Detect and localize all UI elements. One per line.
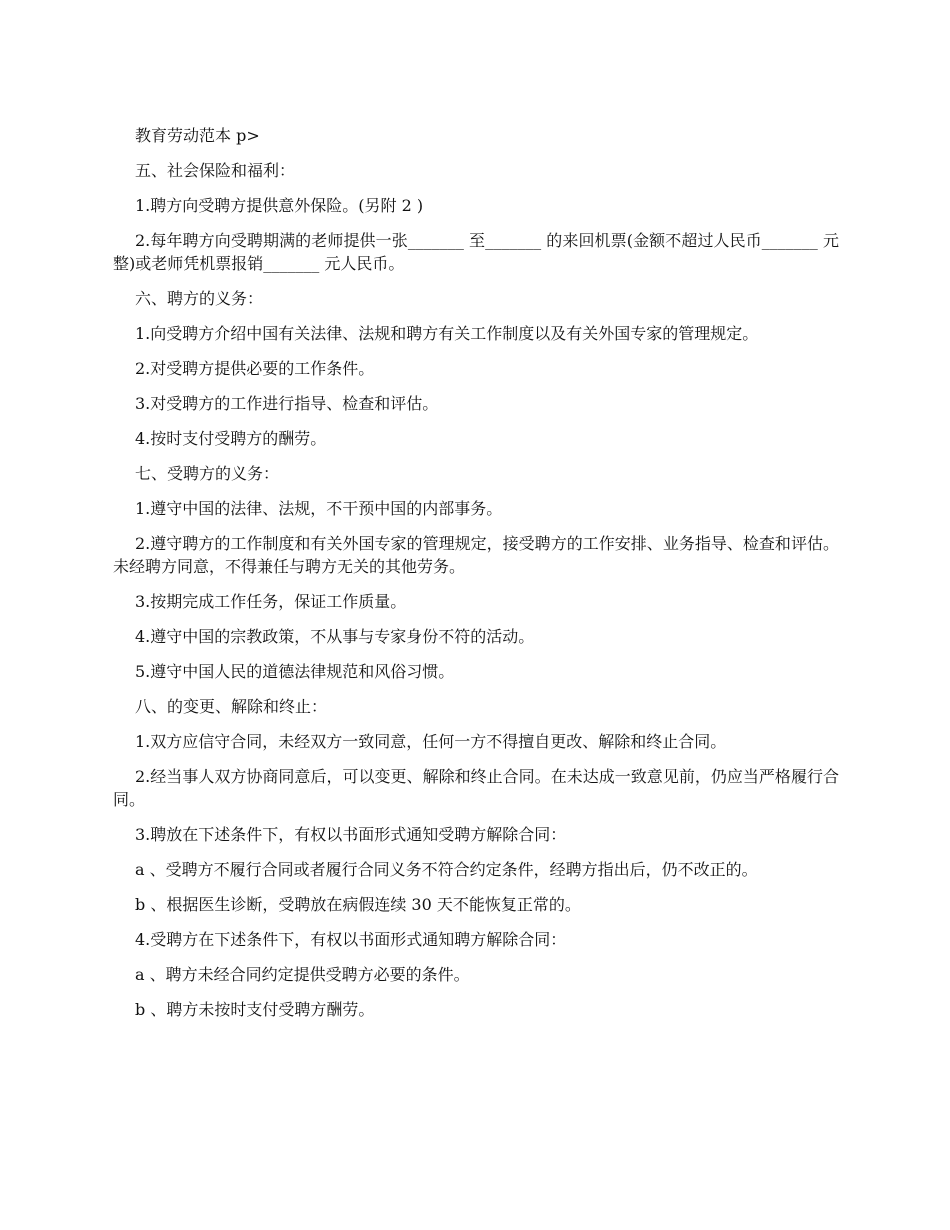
paragraph: a 、聘方未经合同约定提供受聘方必要的条件。 [135, 965, 470, 984]
paragraph: 3.对受聘方的工作进行指导、检查和评估。 [135, 394, 439, 413]
section-heading-change-termination: 八、的变更、解除和终止： [135, 697, 328, 716]
paragraph: 5.遵守中国人民的道德法律规范和风俗习惯。 [135, 662, 455, 681]
paragraph: 3.聘放在下述条件下，有权以书面形式通知受聘方解除合同： [135, 825, 567, 844]
paragraph: 4.遵守中国的宗教政策，不从事与专家身份不符的活动。 [135, 627, 535, 646]
section-heading-employee-duties: 七、受聘方的义务： [135, 464, 280, 483]
document-body [113, 124, 839, 1033]
paragraph: b 、根据医生诊断，受聘放在病假连续 30 天不能恢复正常的。 [135, 895, 581, 914]
paragraph: 2.每年聘方向受聘期满的老师提供一张_______ 至_______ 的来回机票(金额不超过人民币_______ 元整)或老师凭机票报销_______ 元人民币。 [113, 231, 839, 273]
paragraph: b 、聘方未按时支付受聘方酬劳。 [135, 1000, 375, 1019]
paragraph: 2.经当事人双方协商同意后，可以变更、解除和终止合同。在未达成一致意见前，仍应当严格履行合同。 [113, 767, 839, 809]
paragraph: 1.聘方向受聘方提供意外保险。(另附 2 ) [135, 196, 424, 215]
paragraph: 2.遵守聘方的工作制度和有关外国专家的管理规定，接受聘方的工作安排、业务指导、检查和评估。未经聘方同意，不得兼任与聘方无关的其他劳务。 [113, 534, 839, 576]
paragraph: 4.受聘方在下述条件下，有权以书面形式通知聘方解除合同： [135, 930, 567, 949]
paragraph: 1.遵守中国的法律、法规，不干预中国的内部事务。 [135, 499, 503, 518]
doc-title-line: 教育劳动范本 p> [135, 126, 260, 145]
section-heading-social-insurance: 五、社会保险和福利： [135, 161, 296, 180]
paragraph: 3.按期完成工作任务，保证工作质量。 [135, 592, 407, 611]
paragraph: 1.双方应信守合同，未经双方一致同意，任何一方不得擅自更改、解除和终止合同。 [135, 732, 727, 751]
section-heading-employer-duties: 六、聘方的义务： [135, 289, 264, 308]
paragraph: 2.对受聘方提供必要的工作条件。 [135, 359, 375, 378]
paragraph: 4.按时支付受聘方的酬劳。 [135, 429, 327, 448]
paragraph: 1.向受聘方介绍中国有关法律、法规和聘方有关工作制度以及有关外国专家的管理规定。 [135, 324, 759, 343]
paragraph: a 、受聘方不履行合同或者履行合同义务不符合约定条件，经聘方指出后，仍不改正的。 [135, 860, 758, 879]
